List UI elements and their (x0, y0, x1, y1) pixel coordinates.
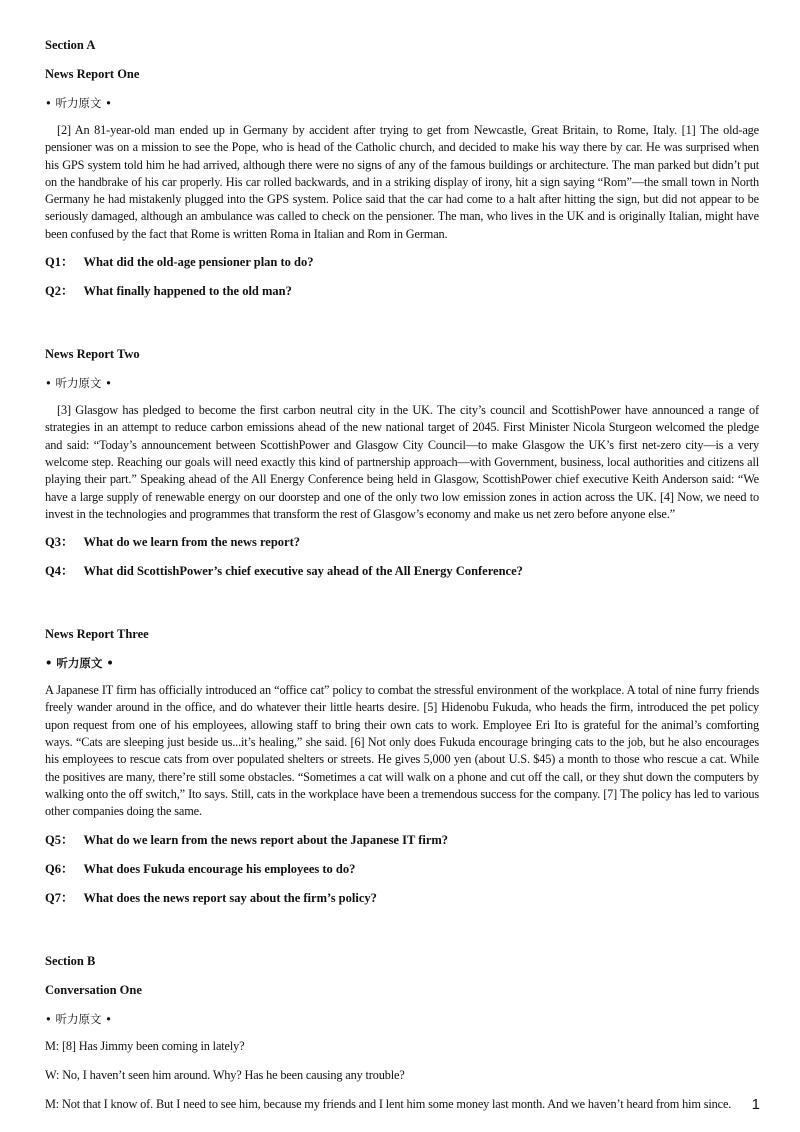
page-number: 1 (751, 1096, 760, 1113)
question-text: What does the news report say about the firm’s policy? (83, 890, 377, 905)
news-report-two-heading: News Report Two (45, 347, 140, 362)
question-q4 (45, 563, 759, 580)
question-q7 (45, 890, 759, 907)
question-number: Q2： (45, 284, 74, 299)
news-report-three-text: A Japanese IT firm has officially introduced an “office cat” policy to combat the stressful environment of the workplace. A total of nine furry friends freely wander around in the office, and do whatever their little hearts desire. [5] Hidenobu Fukuda, who heads the firm, introduced the pet policy upon request from one of his employees, allowing staff to bring their own cats to work. Employee Eri Ito is grateful for the animal’s comforting ways. “Cats are sleeping just beside us...it’s healing,” she said. [6] Not only does Fukuda encourage bringing cats to the job, but he also encourages his employees to rescue cats from over populated shelters or streets. He gives 5,000 yen (about U.S. $45) a month to those who rescue a cat. While the positives are many, there’re still some obstacles. “Sometimes a cat will walk on a phone and cut off the call, or they shut down the computers by walking onto the off switch,” Ito says. Still, cats in the workplace have been a tremendous success for the company. [7] The policy has led to various other companies doing the same. (45, 683, 759, 819)
question-number: Q1： (45, 255, 74, 270)
transcript-label: • 听力原文 • (45, 656, 114, 671)
transcript-label: • 听力原文 • (45, 1011, 112, 1026)
question-q6 (45, 861, 759, 878)
question-number: Q6： (45, 861, 74, 876)
question-text: What do we learn from the news report about the Japanese IT firm? (83, 832, 449, 847)
news-report-one-text: [2] An 81-year-old man ended up in Germany by accident after trying to get from Newcastle, Great Britain, to Rome, Italy. [1] The old-age pensioner was on a mission to see the Pope, who is head of the Catholic church, and decided to make his way there by car. He was surprised when his GPS system told him he had arrived, although there were no signs of any of the famous buildings or architecture. The man parked but didn’t put on the handbrake of his car properly. His car rolled backwards, and in a striking display of irony, hit a sign saying “Rom”—the small town in North Germany he had mistakenly plugged into the GPS system. Police said that the car had come to a halt after hitting the sign, but did not appear to be seriously damaged, although an ambulance was called to check on the pensioner. The man, who lives in the UK and is originally Italian, might have been confused by the fact that Rome is written Roma in Italian and Rom in German. (45, 123, 759, 241)
dialogue-line: W: No, I haven’t seen him around. Why? Has he been causing any trouble? (45, 1067, 405, 1082)
conversation-one-heading: Conversation One (45, 982, 142, 997)
dialogue-line: M: Not that I know of. But I need to see him, because my friends and I lent him some money last month. And we haven’t heard from him since. (45, 1096, 732, 1111)
question-text: What did ScottishPower’s chief executive say ahead of the All Energy Conference? (83, 564, 523, 579)
news-report-three-heading: News Report Three (45, 627, 149, 642)
question-number: Q4： (45, 564, 74, 579)
question-number: Q7： (45, 890, 74, 905)
question-text: What finally happened to the old man? (83, 284, 292, 299)
transcript-label: • 听力原文 • (45, 96, 112, 110)
section-b-heading: Section B (45, 953, 96, 968)
transcript-label: • 听力原文 • (45, 376, 112, 391)
document-page (45, 37, 759, 1125)
news-report-two-text: [3] Glasgow has pledged to become the first carbon neutral city in the UK. The city’s council and ScottishPower have announced a range of strategies in an attempt to reduce carbon emissions ahead of the new national target of 2045. First Minister Nicola Sturgeon welcomed the pledge and said: “Today’s announcement between ScottishPower and Glasgow City Council—to make Glasgow the UK’s first net-zero city—is a very welcome step. Reaching our goals will need exactly this kind of partnership approach—with Government, business, local authorities and citizens all playing their part.” Speaking ahead of the All Energy Conference being held in Glasgow, ScottishPower chief executive Keith Anderson said: “We have a large supply of renewable energy on our doorstep and one of the only two low emission zones in action across the UK. [4] Now, we need to invest in the technologies and programmes that transform the rest of Glasgow’s economy and make us net zero before anyone else.” (45, 403, 759, 521)
news-report-one-heading: News Report One (45, 67, 140, 81)
section-a-heading: Section A (45, 38, 96, 52)
question-text: What does Fukuda encourage his employees to do? (83, 861, 356, 876)
question-text: What did the old-age pensioner plan to do? (83, 255, 314, 270)
question-text: What do we learn from the news report? (83, 535, 301, 550)
question-number: Q5： (45, 832, 74, 847)
question-q3 (45, 534, 759, 551)
question-number: Q3： (45, 535, 74, 550)
question-q2 (45, 283, 759, 300)
question-q1 (45, 254, 759, 271)
question-q5 (45, 832, 759, 849)
dialogue-line: M: [8] Has Jimmy been coming in lately? (45, 1038, 245, 1053)
